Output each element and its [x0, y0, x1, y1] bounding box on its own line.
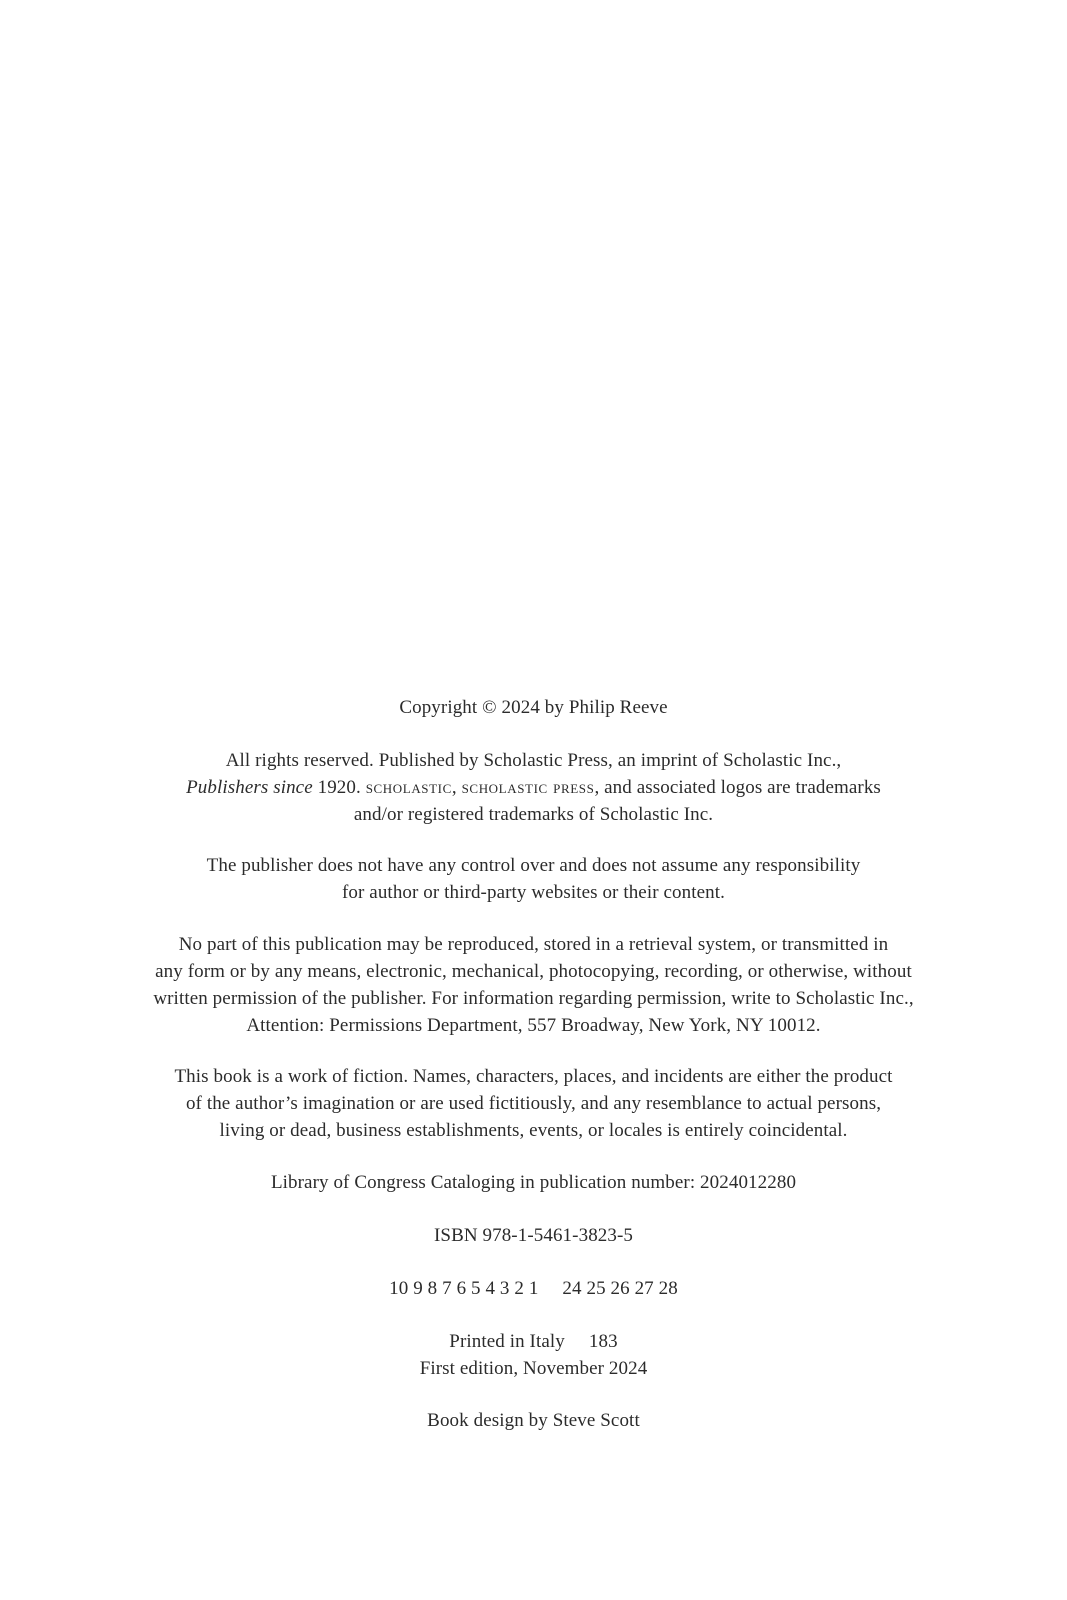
trademark-rest: , and associated logos are trademarks [594, 777, 881, 798]
fiction-line-3: living or dead, business establishments, events, or locales is entirely coincidental. [219, 1120, 848, 1141]
design-block [100, 1407, 967, 1434]
copyright-block [100, 694, 967, 721]
printing-block [100, 1275, 967, 1302]
rights-block [100, 747, 967, 828]
printing-sequence: 10 9 8 7 6 5 4 3 2 1 [389, 1278, 539, 1299]
reproduction-line-3: written permission of the publisher. For information regarding permission, write to Scholastic Inc., [153, 988, 914, 1009]
rights-line-1: All rights reserved. Published by Scholastic Press, an imprint of Scholastic Inc., [225, 750, 842, 771]
isbn-block [100, 1222, 967, 1249]
trademark-scholastic: scholastic [365, 777, 452, 798]
reproduction-block [100, 931, 967, 1039]
fiction-line-2: of the author’s imagination or are used fictitiously, and any resemblance to actual persons, [185, 1093, 882, 1114]
loc-block [100, 1169, 967, 1196]
loc-line: Library of Congress Cataloging in publication number: 2024012280 [270, 1172, 797, 1193]
trademark-separator: , [451, 777, 462, 798]
reproduction-line-2: any form or by any means, electronic, mechanical, photocopying, recording, or otherwise, without [155, 961, 912, 982]
printing-line [100, 1275, 967, 1302]
publishers-since-text: Publishers since [186, 777, 313, 798]
trademark-scholastic-press: scholastic press [461, 777, 595, 798]
publisher-note-line-2: for author or third-party websites or their content. [342, 882, 725, 903]
isbn-line: ISBN 978-1-5461-3823-5 [433, 1225, 634, 1246]
fiction-line-1: This book is a work of fiction. Names, characters, places, and incidents are either the product [174, 1066, 893, 1087]
copyright-line: Copyright © 2024 by Philip Reeve [399, 697, 668, 718]
publisher-note-block [100, 852, 967, 906]
reproduction-line-4: Attention: Permissions Department, 557 Broadway, New York, NY 10012. [246, 1015, 821, 1036]
edition-line: First edition, November 2024 [419, 1358, 648, 1379]
fiction-block [100, 1063, 967, 1144]
printed-country: Printed in Italy [449, 1331, 565, 1352]
printed-code: 183 [588, 1331, 618, 1352]
printed-line [100, 1328, 967, 1355]
publishers-year: 1920. [312, 777, 366, 798]
design-line: Book design by Steve Scott [427, 1410, 640, 1431]
printing-years: 24 25 26 27 28 [562, 1278, 678, 1299]
reproduction-line-1: No part of this publication may be reproduced, stored in a retrieval system, or transmitted in [178, 934, 889, 955]
publisher-note-line-1: The publisher does not have any control over and does not assume any responsibility [206, 855, 861, 876]
rights-line-2 [100, 774, 967, 801]
rights-line-3: and/or registered trademarks of Scholastic Inc. [353, 804, 714, 825]
printed-block [100, 1328, 967, 1382]
